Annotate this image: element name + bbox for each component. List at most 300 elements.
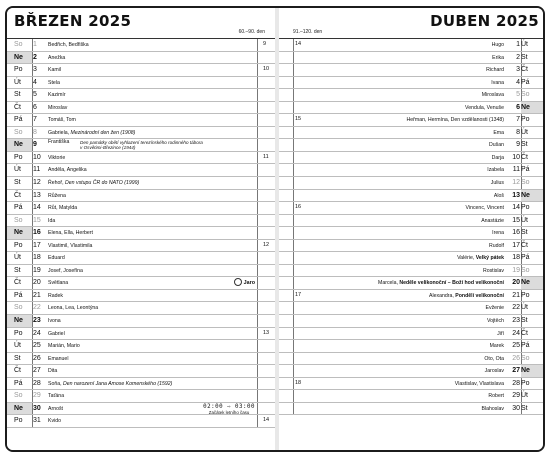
day-number: 28 [512, 379, 520, 387]
dst-note [203, 404, 255, 415]
weekday: Po [521, 116, 530, 124]
name-day [48, 252, 65, 264]
weekday: Ne [7, 403, 32, 415]
day-number: 16 [512, 229, 520, 237]
name-text: Kazimír [48, 92, 66, 99]
day-row [279, 202, 545, 215]
week-number: 17 [295, 291, 302, 298]
name-day [487, 315, 504, 327]
name-text: Josef, Josefína [48, 267, 83, 274]
name-text: Rudolf [489, 242, 504, 249]
day-row [7, 302, 275, 315]
dst-label: Začátek letního času [208, 409, 250, 415]
day-row [7, 340, 275, 353]
name-text: Julius [490, 180, 504, 187]
name-day [483, 265, 504, 277]
day-row [279, 164, 545, 177]
weekday: Út [521, 128, 528, 136]
day-row [279, 177, 545, 190]
weekday: St [14, 354, 21, 362]
name-text: Vlastimil, Vlastimila [48, 242, 93, 249]
name-text: Marcela, [378, 280, 400, 287]
day-row [7, 114, 275, 127]
name-text: Řehoř, [48, 180, 66, 187]
day-row [7, 215, 275, 228]
name-day [48, 390, 64, 402]
name-text: Kamil [48, 67, 61, 74]
name-day [48, 114, 76, 126]
day-number: 5 [516, 91, 520, 99]
weekday: So [521, 354, 530, 362]
weekday: St [521, 404, 528, 412]
name-text: Blahoslav [481, 405, 504, 412]
day-number: 3 [516, 66, 520, 74]
day-row [7, 252, 275, 265]
week-number: 15 [295, 116, 302, 123]
observance-line: Den památky obětí vyhlazení terezínského rodinného tábora [80, 140, 203, 146]
weekday: Ne [7, 315, 32, 327]
day-row [279, 340, 545, 353]
day-number: 31 [33, 417, 41, 425]
name-day [407, 114, 504, 126]
name-day [486, 64, 504, 76]
day-number: 13 [512, 191, 520, 199]
name-day [48, 77, 60, 89]
day-row [7, 265, 275, 278]
weekday: Po [14, 417, 23, 425]
day-row [279, 139, 545, 152]
weekday: So [14, 392, 23, 400]
planner-spread [5, 6, 545, 452]
name-day [492, 152, 504, 164]
day-row [7, 227, 275, 240]
day-row [7, 390, 275, 403]
weekday: St [521, 53, 528, 61]
day-number: 29 [512, 392, 520, 400]
day-list [7, 38, 275, 428]
day-number: 14 [33, 204, 41, 212]
weekday: Út [14, 166, 21, 174]
name-day [492, 52, 504, 64]
day-number: 6 [516, 103, 520, 111]
weekday: So [14, 128, 23, 136]
day-number: 30 [33, 404, 41, 412]
name-day [48, 265, 83, 277]
day-row [7, 190, 275, 203]
name-text: Anastázie [481, 217, 504, 224]
name-text: Erika [492, 54, 504, 61]
name-text: Valérie, [457, 255, 476, 262]
day-number: 16 [33, 229, 41, 237]
week-number: 11 [263, 153, 269, 160]
day-number: 27 [512, 367, 520, 375]
weekday: Pá [14, 291, 23, 299]
day-row [279, 315, 545, 328]
holiday: Neděle velikonoční – Boží hod velikonoční [399, 280, 504, 287]
name-day [489, 139, 504, 151]
day-number: 19 [33, 266, 41, 274]
name-text: Vlastislav, Vlastislava [454, 380, 504, 387]
name-day [491, 77, 504, 89]
name-text: Richard [486, 67, 504, 74]
name-text: Vincenc, Vincent [465, 205, 504, 212]
day-number: 13 [33, 191, 41, 199]
name-text: Taťána [48, 393, 65, 400]
name-day [482, 403, 505, 415]
name-day [492, 227, 504, 239]
name-text: Marián, Mario [48, 343, 80, 350]
weekday: Po [521, 379, 530, 387]
day-number: 25 [512, 342, 520, 350]
name-text: Aloš [493, 192, 504, 199]
day-row [7, 64, 275, 77]
name-day [48, 302, 98, 314]
day-number: 26 [512, 354, 520, 362]
name-text: Evženie [485, 305, 504, 312]
weekday: Pá [14, 379, 23, 387]
weekday: Čt [521, 329, 528, 337]
day-number: 8 [516, 128, 520, 136]
name-day [48, 353, 68, 365]
name-text: Izabela [487, 167, 504, 174]
name-text: Alexandra, [429, 292, 456, 299]
name-day [484, 353, 504, 365]
day-row [279, 114, 545, 127]
name-day [48, 290, 63, 302]
observance: Den narození Jana Amose Komenského (1592) [63, 380, 173, 387]
name-day [465, 102, 504, 114]
name-day [481, 215, 504, 227]
name-day [48, 102, 67, 114]
day-row [7, 102, 275, 115]
day-number: 4 [516, 78, 520, 86]
day-row [279, 265, 545, 278]
day-row [279, 127, 545, 140]
weekday: Čt [521, 153, 528, 161]
name-day [457, 252, 504, 264]
day-number: 18 [512, 254, 520, 262]
weekday: St [14, 179, 21, 187]
name-day [48, 152, 65, 164]
day-row [7, 277, 275, 290]
name-day [48, 277, 68, 289]
name-text: Bedřich, Bedřiška [48, 42, 89, 48]
day-number: 11 [33, 166, 41, 174]
holiday: Velký pátek [475, 255, 504, 262]
weekday: Po [14, 329, 23, 337]
day-row [7, 365, 275, 378]
day-number: 21 [33, 291, 41, 299]
week-number: 13 [263, 329, 270, 336]
name-text: Gabriela, [48, 129, 71, 136]
name-text: Oto, Ota [484, 355, 504, 362]
weekday: So [14, 41, 23, 48]
week-number: 14 [295, 41, 302, 47]
name-text: Ivona [48, 318, 61, 325]
week-number: 14 [263, 417, 270, 424]
name-day [48, 39, 89, 51]
name-text: Miroslava [481, 92, 504, 99]
day-number: 7 [516, 116, 520, 124]
day-row [7, 378, 275, 391]
weekday: Út [521, 392, 528, 400]
name-day [48, 190, 66, 202]
name-day [48, 127, 135, 139]
name-text: Irena [492, 230, 504, 237]
name-text: Vendula, Venuše [465, 104, 504, 111]
name-text: Heřman, Hermína, Den vzdělanosti (1348) [406, 117, 504, 124]
name-text: Viktorie [48, 154, 66, 161]
name-day [48, 215, 55, 227]
weekday: Ne [521, 365, 545, 377]
name-day [48, 52, 65, 64]
day-row [7, 89, 275, 102]
name-day [455, 378, 504, 390]
day-number: 22 [512, 304, 520, 312]
season-label: Jaro [243, 280, 255, 287]
day-number: 7 [33, 116, 37, 124]
day-row [279, 290, 545, 303]
name-text: Anežka [48, 54, 66, 61]
name-text: Ema [493, 129, 504, 136]
weekday: Pá [14, 116, 23, 124]
weekday: Čt [521, 66, 528, 74]
day-row [279, 190, 545, 203]
day-row [7, 39, 275, 52]
name-text: Vojtěch [486, 318, 504, 325]
weekday: Ne [7, 227, 32, 239]
weekday: Po [14, 66, 23, 74]
name-day [492, 39, 504, 51]
weekday: Pá [14, 204, 23, 212]
day-row [7, 139, 275, 152]
name-day [48, 64, 61, 76]
name-day [48, 240, 92, 252]
dst-time: 02:00 ⇨ 03:00 [203, 403, 255, 410]
name-text: Elena, Ella, Herbert [48, 230, 93, 237]
day-row [279, 39, 545, 52]
day-row [7, 177, 275, 190]
day-row [279, 252, 545, 265]
day-number: 28 [33, 379, 41, 387]
day-number: 4 [33, 78, 37, 86]
day-row [279, 328, 545, 341]
name-day [490, 340, 504, 352]
name-day [491, 177, 504, 189]
day-number: 27 [33, 367, 41, 375]
name-day [48, 315, 61, 327]
day-row [7, 77, 275, 90]
day-number: 1 [33, 41, 37, 48]
name-text: Hugo [491, 42, 504, 48]
weekday: Ne [521, 277, 545, 289]
day-row [279, 89, 545, 102]
day-number: 24 [512, 329, 520, 337]
name-day [378, 277, 504, 289]
day-row [279, 353, 545, 366]
weekday: Čt [14, 103, 21, 111]
day-number: 11 [512, 166, 520, 174]
weekday: Čt [14, 191, 21, 199]
day-number: 12 [33, 179, 41, 187]
day-number: 12 [512, 179, 520, 187]
day-row [7, 127, 275, 140]
day-number: 19 [512, 266, 520, 274]
week-number: 9 [263, 41, 267, 47]
name-text: Arnošt [48, 405, 63, 412]
day-row [279, 277, 545, 290]
day-number: 9 [516, 141, 520, 149]
weekday: So [521, 91, 530, 99]
day-number: 18 [33, 254, 41, 262]
name-text: Dita [48, 368, 58, 375]
name-day [488, 390, 504, 402]
day-row [7, 328, 275, 341]
day-row [279, 227, 545, 240]
day-range: 91.–120. den [293, 29, 323, 35]
day-row [7, 415, 275, 428]
name-day [466, 202, 504, 214]
day-number: 23 [33, 317, 41, 325]
weekday: So [14, 216, 23, 224]
name-text: Rostislav [482, 267, 504, 274]
day-number: 15 [512, 216, 520, 224]
name-text: Jiří [497, 330, 504, 337]
page-april [279, 8, 545, 450]
name-day [486, 302, 504, 314]
name-day [48, 227, 93, 239]
month-title: BŘEZEN 2025 [14, 12, 132, 30]
weekday: Čt [521, 241, 528, 249]
day-number: 24 [33, 329, 41, 337]
season-marker [234, 277, 255, 290]
weekday: So [521, 179, 530, 187]
name-day [493, 127, 504, 139]
name-text: Robert [488, 393, 504, 400]
name-text: Miroslav [48, 104, 68, 111]
weekday: Čt [14, 279, 21, 287]
name-day [482, 89, 504, 101]
name-text: Marek [489, 343, 504, 350]
day-number: 8 [33, 128, 37, 136]
weekday: Ne [521, 190, 545, 202]
day-row [7, 290, 275, 303]
day-row [7, 52, 275, 65]
name-text: Emanuel [48, 355, 69, 362]
page-header [7, 8, 275, 37]
name-text: Ivana [491, 79, 504, 86]
day-row [279, 378, 545, 391]
weekday: St [14, 266, 21, 274]
weekday: Út [14, 254, 21, 262]
name-day [48, 164, 87, 176]
day-row [279, 152, 545, 165]
weekday: Pá [521, 166, 530, 174]
page-header [279, 8, 545, 37]
day-row [7, 353, 275, 366]
name-day [48, 89, 66, 101]
day-row [279, 302, 545, 315]
week-number: 16 [295, 204, 302, 211]
day-list [279, 38, 545, 415]
day-number: 2 [516, 53, 520, 61]
day-number: 9 [33, 141, 37, 149]
day-row [7, 164, 275, 177]
name-text: Gabriel [48, 330, 65, 337]
name-day [48, 177, 139, 189]
weekday: Po [14, 241, 23, 249]
name-day [487, 164, 504, 176]
page-march [7, 8, 275, 450]
day-number: 17 [33, 241, 41, 249]
day-number: 26 [33, 354, 41, 362]
day-number: 29 [33, 392, 41, 400]
weekday: Út [521, 304, 528, 312]
name-text: Františka [48, 139, 70, 146]
name-day [429, 290, 504, 302]
weekday: Pá [521, 254, 530, 262]
day-number: 20 [33, 279, 41, 287]
name-day [48, 328, 65, 340]
name-text: Jaroslav [484, 368, 504, 375]
day-row [279, 240, 545, 253]
day-number: 6 [33, 103, 37, 111]
name-day [48, 365, 57, 377]
name-day [494, 190, 504, 202]
weekday: Po [14, 153, 23, 161]
day-range: 60.–90. den [238, 29, 265, 35]
day-number: 17 [512, 241, 520, 249]
day-number: 25 [33, 342, 41, 350]
weekday: Ne [7, 139, 32, 151]
day-number: 30 [512, 404, 520, 412]
weekday: St [521, 317, 528, 325]
name-day [48, 378, 172, 390]
day-number: 3 [33, 66, 37, 74]
day-row [279, 102, 545, 115]
weekday: St [14, 91, 21, 99]
observance-note [80, 140, 203, 150]
name-day [48, 202, 77, 214]
day-row [279, 52, 545, 65]
name-text: Soňa, [48, 380, 63, 387]
weekday: Ne [7, 52, 32, 64]
day-row [7, 403, 275, 416]
weekday: Po [521, 291, 530, 299]
weekday: So [14, 304, 23, 312]
weekday: Út [521, 216, 528, 224]
week-number: 10 [263, 66, 270, 73]
day-row [7, 240, 275, 253]
name-day [489, 240, 504, 252]
weekday: St [521, 229, 528, 237]
name-day [485, 365, 504, 377]
weekday: Čt [14, 367, 21, 375]
name-text: Radek [48, 292, 63, 299]
day-number: 22 [33, 304, 41, 312]
weekday: Út [14, 78, 21, 86]
name-text: Světlana [48, 280, 69, 287]
name-text: Leona, Lea, Leontýna [48, 305, 99, 312]
observance: Den vstupu ČR do NATO (1999) [65, 180, 140, 187]
name-day [497, 328, 504, 340]
day-number: 5 [33, 91, 37, 99]
week-number: 18 [295, 379, 302, 386]
name-text: Eduard [48, 255, 65, 262]
weekday: Po [521, 204, 530, 212]
day-row [279, 365, 545, 378]
name-text: Růžena [48, 192, 66, 199]
